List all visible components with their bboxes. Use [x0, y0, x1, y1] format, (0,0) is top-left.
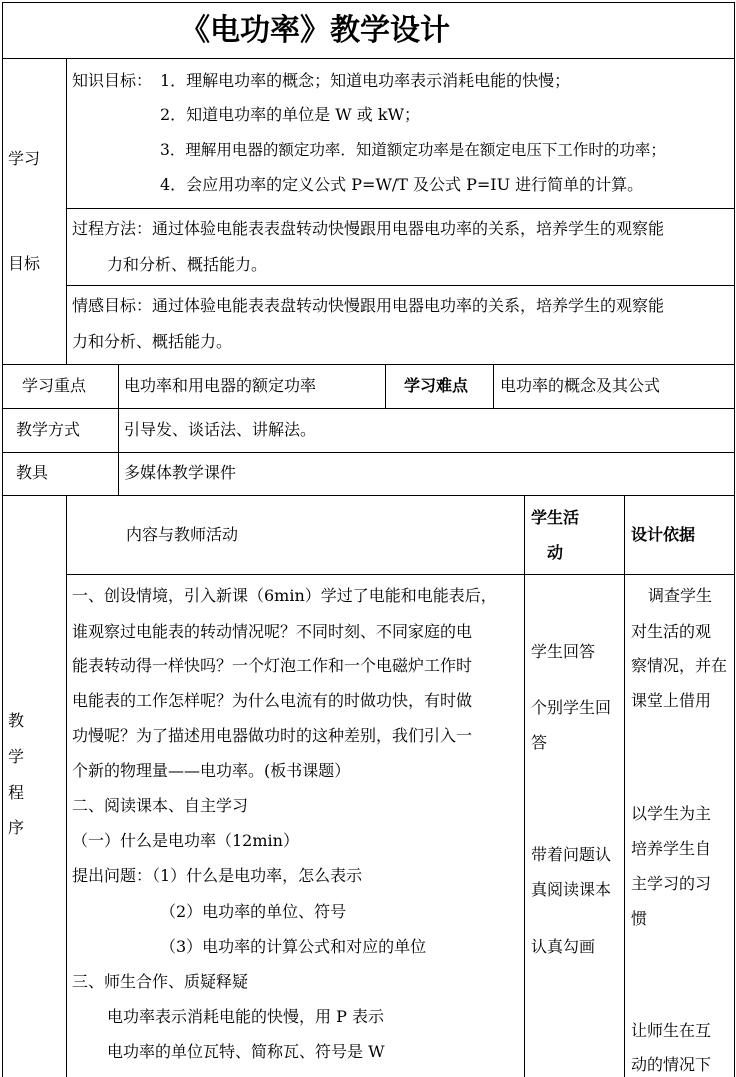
grid-line: [524, 495, 525, 1077]
student-activity-line: 学生回答: [531, 642, 596, 661]
content-line: 二、阅读课本、自主学习: [72, 796, 249, 815]
content-line: 一、创设情境，引入新课（6min）学过了电能和电能表后，: [72, 586, 497, 605]
emotion-goal: 力和分析、概括能力。: [72, 332, 233, 351]
student-activity-line: 个别学生回: [531, 698, 612, 717]
design-basis-line: 察情况，并在: [631, 656, 728, 675]
grid-line: [66, 285, 735, 286]
student-header: 动: [547, 543, 564, 562]
design-basis-line: 以学生为主: [631, 804, 712, 823]
design-basis-line: 调查学生: [648, 586, 713, 605]
grid-line: [2, 2, 3, 1077]
knowledge-goal-item: 4．会应用功率的定义公式 P=W/T 及公式 P=IU 进行简单的计算。: [160, 175, 644, 194]
design-basis-line: 培养学生自: [631, 839, 712, 858]
design-basis-line: 对生活的观: [631, 622, 712, 641]
knowledge-goal-item: 2．知道电功率的单位是 W 或 kW；: [160, 105, 421, 124]
procedure-side-label: 教: [8, 711, 25, 730]
difficulty-value: 电功率的概念及其公式: [500, 376, 661, 395]
knowledge-goal-item: 1．理解电功率的概念；知道电功率表示消耗电能的快慢；: [160, 71, 571, 90]
method-value: 引导发、谈话法、讲解法。: [124, 420, 317, 439]
content-line: 电功率表示消耗电能的快慢，用 P 表示: [107, 1007, 384, 1026]
goals-side-label: 目标: [8, 254, 41, 273]
student-activity-line: 真阅读课本: [531, 880, 612, 899]
difficulty-label: 学习难点: [404, 376, 469, 395]
grid-line: [2, 495, 735, 496]
grid-line: [66, 574, 735, 575]
grid-line: [624, 495, 625, 1077]
grid-line: [66, 495, 67, 1077]
process-goal: 过程方法：通过体验电能表表盘转动快慢跟用电器电功率的关系，培养学生的观察能: [72, 219, 665, 238]
grid-line: [385, 364, 386, 408]
content-line: （2）电功率的单位、符号: [160, 902, 347, 921]
student-activity-line: 答: [531, 733, 548, 752]
page-title: 《电功率》教学设计: [180, 13, 450, 48]
grid-line: [2, 58, 735, 59]
design-basis-line: 课堂上借用: [631, 691, 712, 710]
content-line: 提出问题：（1）什么是电功率，怎么表示: [72, 866, 363, 885]
goals-side-label: 学习: [8, 149, 41, 168]
tools-value: 多媒体教学课件: [124, 463, 237, 482]
student-activity-line: 带着问题认: [531, 845, 612, 864]
grid-line: [2, 408, 735, 409]
content-line: 三、师生合作、质疑释疑: [72, 972, 249, 991]
procedure-side-label: 序: [8, 818, 25, 837]
procedure-side-label: 程: [8, 783, 25, 802]
grid-line: [734, 2, 735, 1077]
focus-label: 学习重点: [22, 376, 87, 395]
content-line: （一）什么是电功率（12min）: [72, 831, 299, 850]
grid-line: [2, 2, 735, 3]
emotion-goal: 情感目标：通过体验电能表表盘转动快慢跟用电器电功率的关系，培养学生的观察能: [72, 296, 665, 315]
content-line: 电能表的工作怎样呢？为什么电流有的时做功快，有时做: [72, 691, 473, 710]
design-basis-line: 动的情况下: [631, 1055, 712, 1074]
student-header: 学生活: [531, 508, 580, 527]
grid-line: [118, 364, 119, 495]
content-line: 功慢呢？为了描述用电器做功时的这种差别，我们引入一: [72, 726, 473, 745]
content-line: 能表转动得一样快吗？一个灯泡工作和一个电磁炉工作时: [72, 656, 473, 675]
grid-line: [2, 452, 735, 453]
process-goal: 力和分析、概括能力。: [107, 255, 268, 274]
grid-line: [2, 364, 735, 365]
content-header: 内容与教师活动: [126, 525, 239, 544]
tools-label: 教具: [16, 463, 49, 482]
grid-line: [493, 364, 494, 408]
knowledge-goal-item: 3．理解用电器的额定功率．知道额定功率是在额定电压下工作时的功率；: [160, 141, 666, 159]
grid-line: [66, 58, 67, 364]
content-line: 电功率的单位瓦特、简称瓦、符号是 W: [107, 1042, 385, 1061]
focus-value: 电功率和用电器的额定功率: [124, 376, 317, 395]
student-activity-line: 认真勾画: [531, 937, 596, 956]
content-line: （3）电功率的计算公式和对应的单位: [160, 937, 427, 956]
design-basis-line: 惯: [631, 909, 648, 928]
content-line: 个新的物理量——电功率。(板书课题）: [72, 761, 351, 780]
design-basis-line: 主学习的习: [631, 874, 712, 893]
knowledge-goal-label: 知识目标：: [72, 71, 153, 90]
design-basis-line: 让师生在互: [631, 1021, 712, 1040]
basis-header: 设计依据: [631, 525, 696, 544]
method-label: 教学方式: [16, 420, 81, 439]
procedure-side-label: 学: [8, 747, 25, 766]
grid-line: [66, 208, 735, 209]
content-line: 谁观察过电能表的转动情况呢？不同时刻、不同家庭的电: [72, 622, 473, 641]
